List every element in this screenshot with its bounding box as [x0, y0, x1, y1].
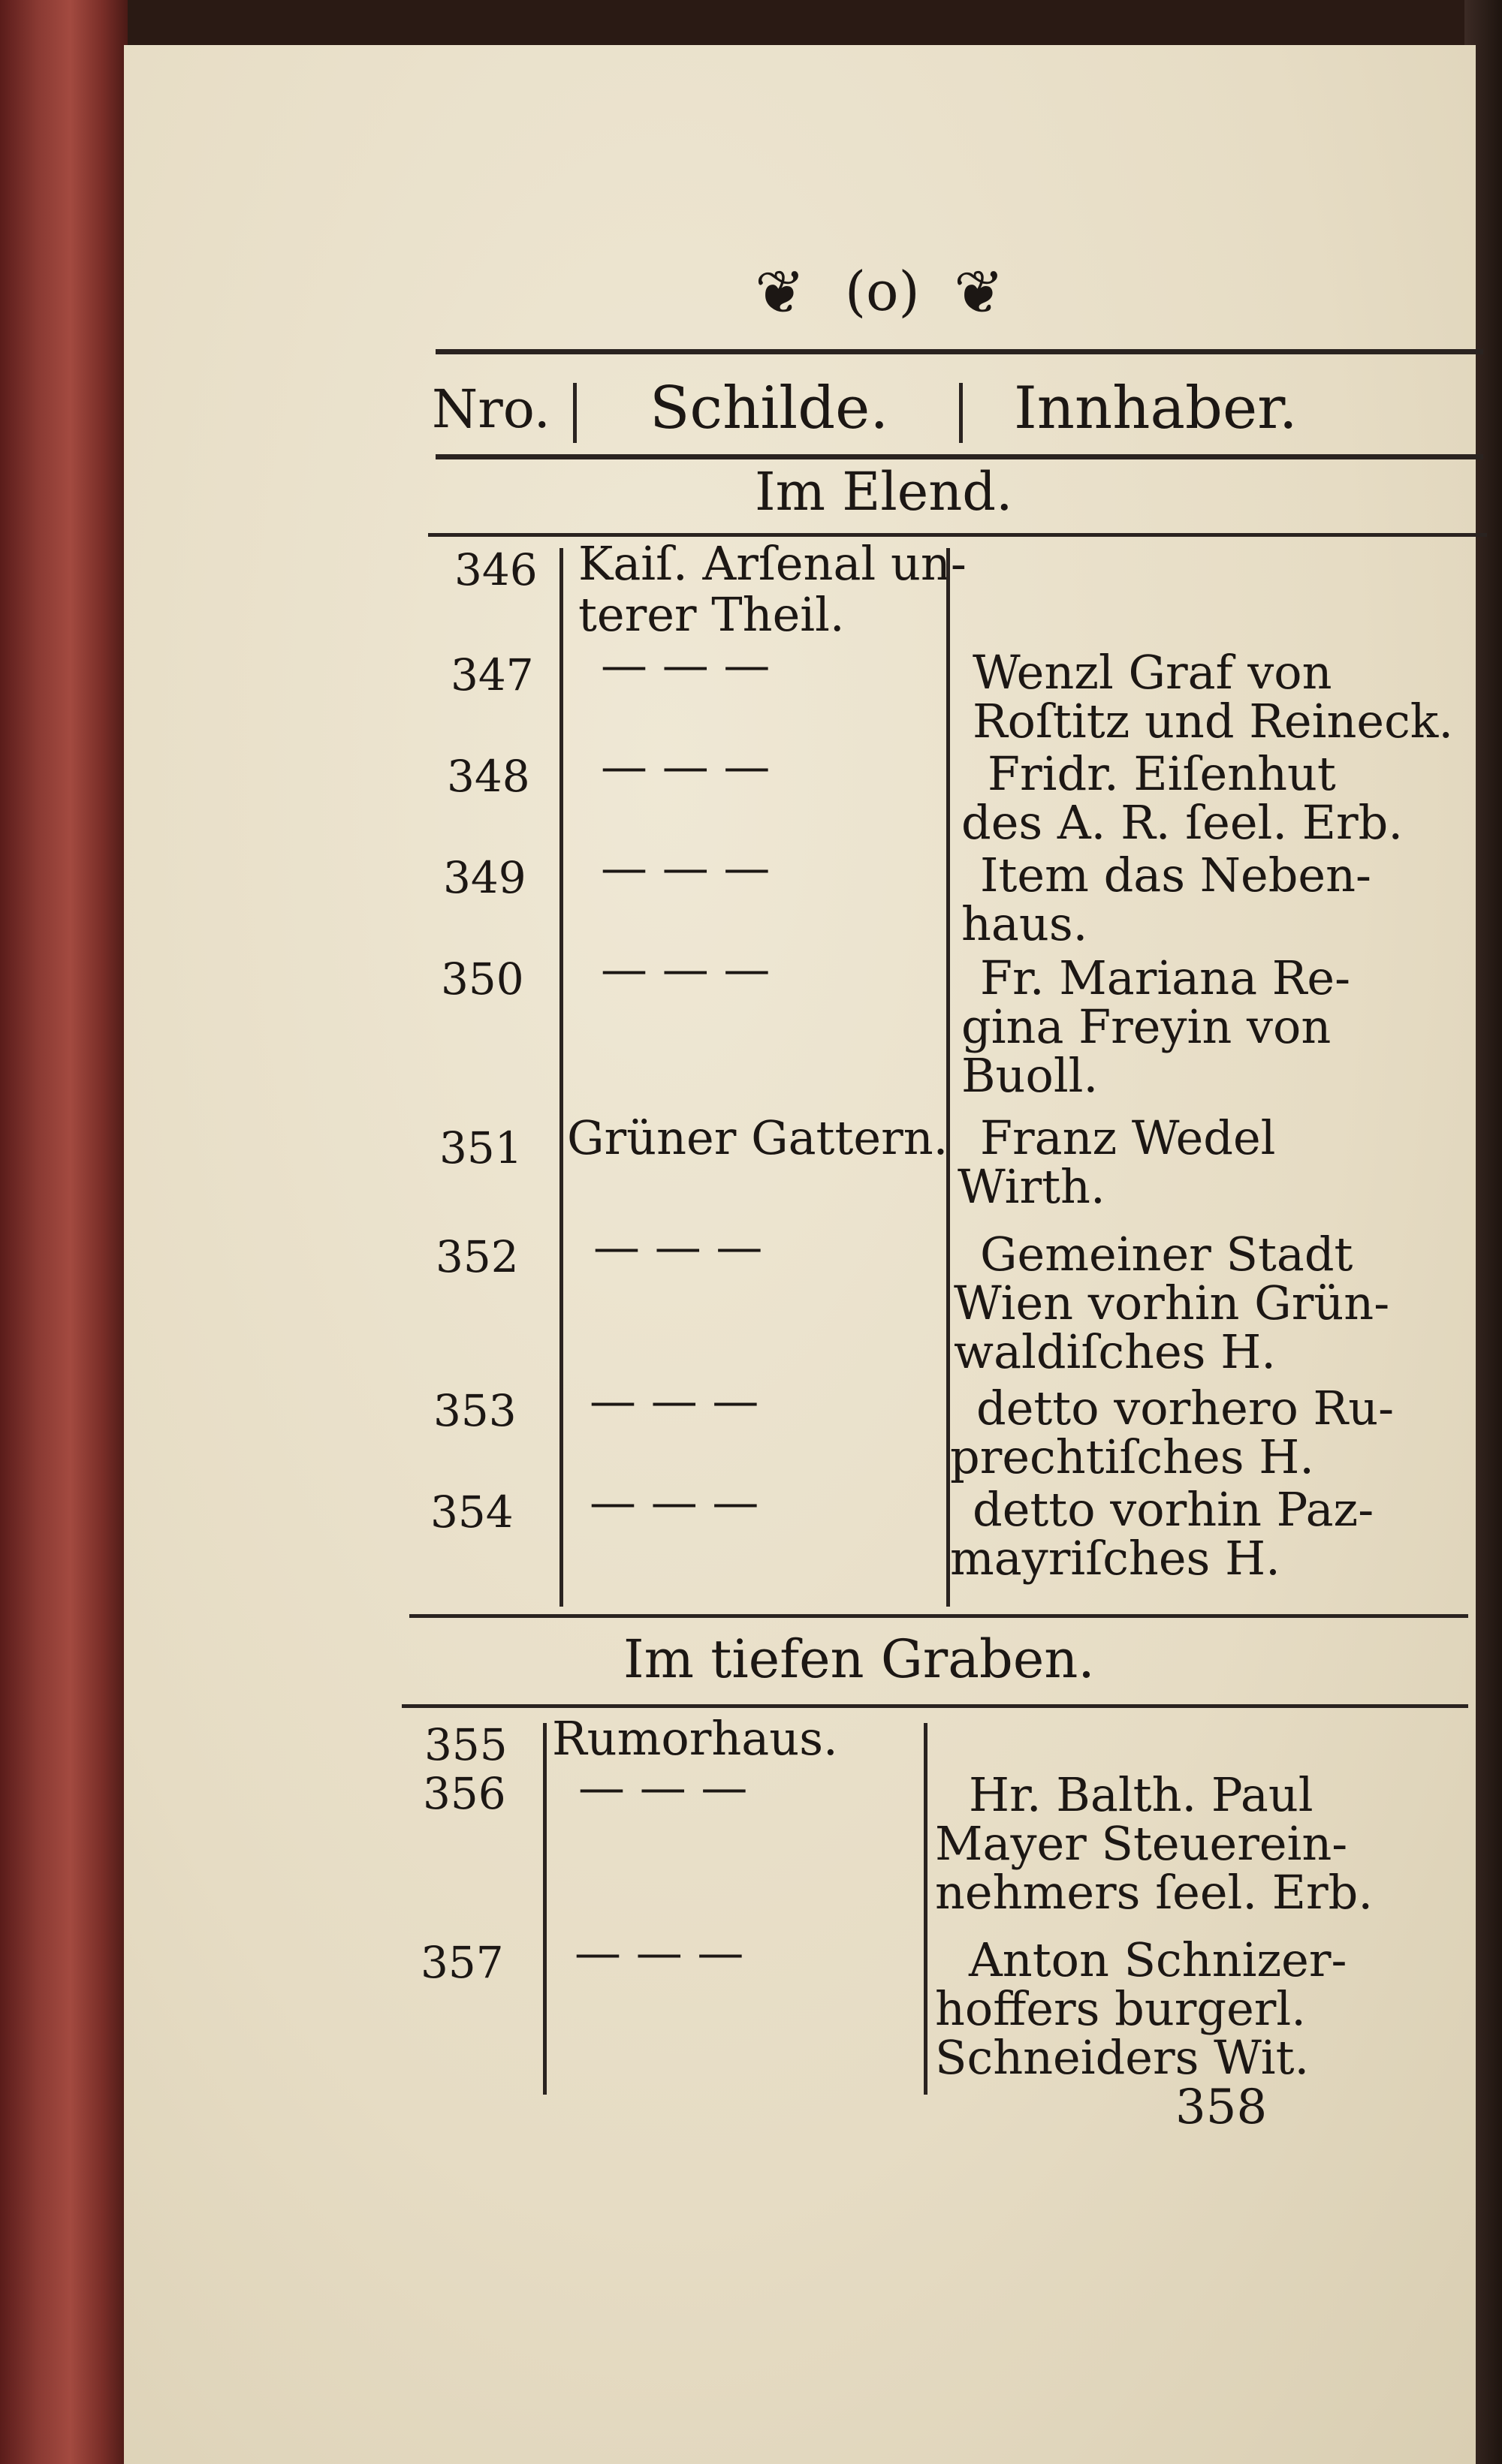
catchword: 358	[1175, 2080, 1268, 2135]
section-rule	[409, 1614, 1468, 1618]
row-schild: Rumorhaus.	[552, 1711, 838, 1766]
row-dashes: — — —	[578, 1760, 748, 1815]
row-innhaber: nehmers ſeel. Erb.	[935, 1865, 1374, 1920]
column-schilde: Schilde.	[650, 375, 889, 442]
row-nro: 352	[436, 1231, 519, 1282]
ornament-left-icon: ❦	[755, 258, 806, 327]
section-title: Im Elend.	[755, 461, 1013, 523]
row-dashes: — — —	[590, 1474, 759, 1529]
section-rule	[402, 1704, 1468, 1708]
row-nro: 357	[421, 1937, 504, 1988]
row-innhaber: haus.	[961, 896, 1088, 951]
book-edge	[0, 0, 128, 2464]
row-innhaber: hoffers burgerl.	[935, 1981, 1306, 2036]
innhaber-column-rule	[924, 1723, 927, 2095]
row-innhaber: Hr. Balth. Paul	[969, 1767, 1313, 1822]
row-innhaber: Mayer Steuerein-	[935, 1816, 1348, 1871]
header-top-rule	[436, 349, 1483, 354]
row-dashes: — — —	[590, 1373, 759, 1428]
row-innhaber: detto vorhero Ru-	[976, 1381, 1395, 1435]
column-divider	[573, 383, 577, 443]
row-nro: 356	[423, 1768, 506, 1819]
row-schild: Kaiſ. Arſenal un-	[578, 536, 967, 591]
row-nro: 353	[433, 1385, 517, 1436]
row-innhaber: des A. R. ſeel. Erb.	[961, 795, 1404, 850]
ornament-right-icon: ❦	[954, 258, 1005, 327]
row-dashes: — — —	[601, 941, 771, 996]
row-nro: 351	[439, 1122, 523, 1173]
book-page	[124, 45, 1476, 2464]
row-dashes: — — —	[601, 637, 771, 692]
row-innhaber: mayriſches H.	[950, 1531, 1280, 1586]
row-nro: 349	[443, 852, 526, 903]
row-schild: terer Theil.	[578, 587, 845, 642]
row-innhaber: Fr. Mariana Re-	[980, 950, 1351, 1005]
row-dashes: — — —	[601, 840, 771, 895]
row-nro: 350	[441, 953, 524, 1005]
row-dashes: — — —	[575, 1925, 744, 1980]
column-divider	[959, 383, 963, 443]
row-innhaber: Item das Neben-	[980, 848, 1371, 902]
column-innhaber: Innhaber.	[1014, 375, 1298, 442]
column-nro: Nro.	[432, 378, 550, 440]
row-innhaber: Schneiders Wit.	[935, 2030, 1310, 2085]
schild-column-rule	[559, 548, 563, 1607]
row-innhaber: Wirth.	[958, 1159, 1105, 1214]
row-nro: 355	[424, 1719, 508, 1770]
row-innhaber: Buoll.	[961, 1048, 1099, 1103]
row-dashes: — — —	[601, 739, 771, 794]
row-innhaber: prechtiſches H.	[950, 1429, 1315, 1484]
innhaber-column-rule	[946, 548, 950, 1607]
row-innhaber: detto vorhin Paz-	[973, 1482, 1374, 1537]
row-schild: Grüner Gattern.	[567, 1110, 949, 1165]
row-innhaber: Franz Wedel	[980, 1110, 1276, 1165]
row-nro: 354	[430, 1487, 514, 1538]
row-innhaber: Anton Schnizer-	[969, 1932, 1347, 1987]
page-marker: (o)	[845, 260, 920, 323]
schild-column-rule	[543, 1723, 547, 2095]
header-bottom-rule	[436, 454, 1483, 459]
row-innhaber: gina Freyin von	[961, 999, 1332, 1054]
row-innhaber: waldiſches H.	[954, 1324, 1276, 1379]
row-innhaber: Wenzl Graf von	[973, 645, 1332, 700]
row-innhaber: Fridr. Eiſenhut	[988, 746, 1336, 801]
row-innhaber: Wien vorhin Grün-	[954, 1276, 1390, 1330]
row-innhaber: Roſtitz und Reineck.	[973, 694, 1454, 749]
section-title: Im tiefen Graben.	[623, 1628, 1095, 1690]
row-nro: 346	[454, 544, 538, 595]
row-innhaber: Gemeiner Stadt	[980, 1227, 1353, 1282]
row-dashes: — — —	[593, 1219, 763, 1274]
row-nro: 348	[447, 751, 530, 802]
row-nro: 347	[451, 649, 534, 700]
